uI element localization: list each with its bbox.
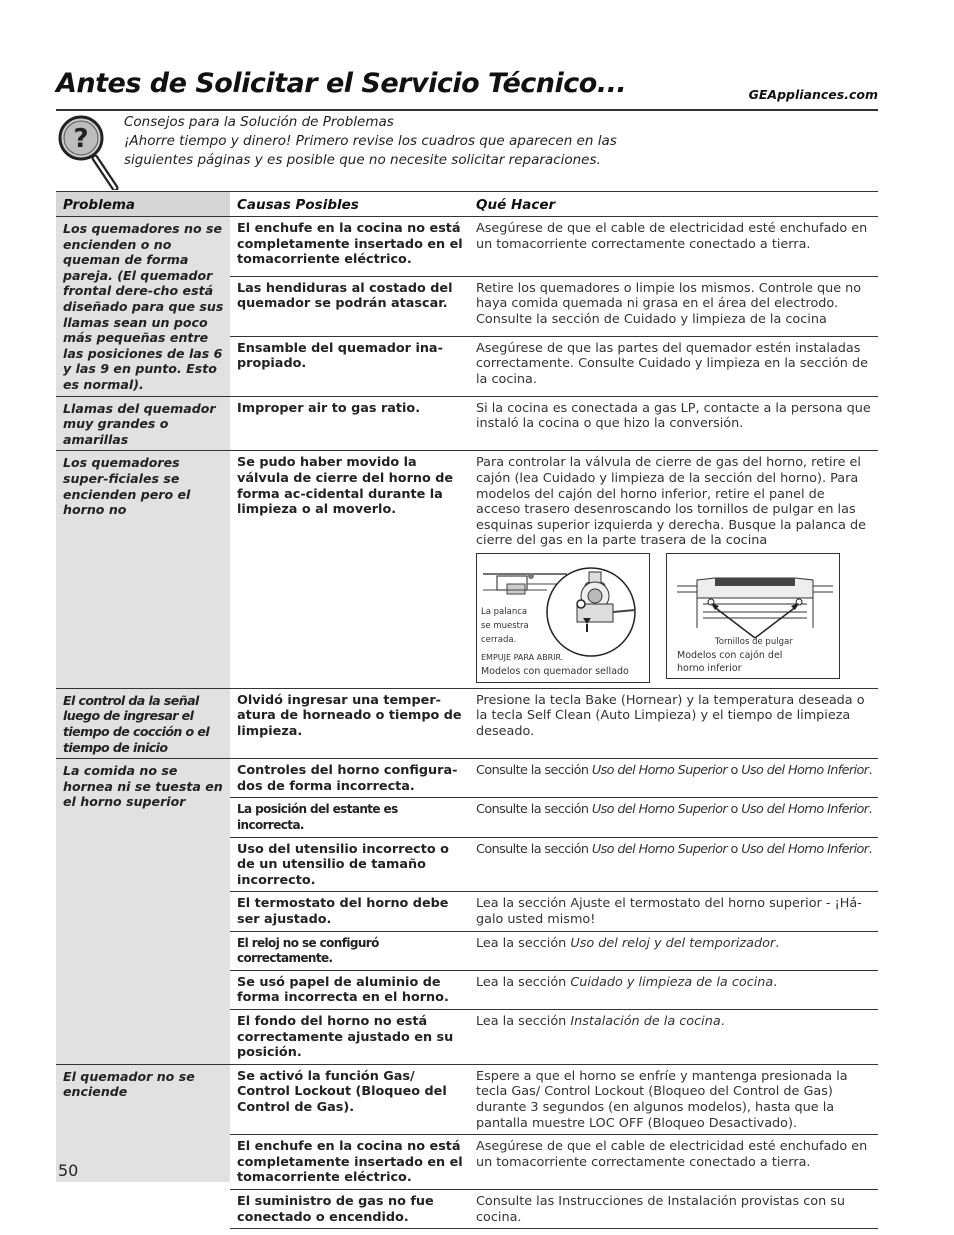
figure-label: se muestra bbox=[481, 620, 529, 631]
intro-heading: Consejos para la Solución de Problemas bbox=[124, 114, 394, 130]
figure-label: EMPUJE PARA ABRIR. bbox=[481, 652, 564, 662]
cause-cell: Uso del utensilio incorrecto o de un utensilio de tamaño incorrecto. bbox=[230, 837, 469, 892]
website-link[interactable]: GEAppliances.com bbox=[748, 87, 878, 102]
table-row bbox=[56, 451, 878, 689]
figure-label: Tornillos de pulgar bbox=[715, 636, 793, 647]
cause-cell: Improper air to gas ratio. bbox=[230, 396, 469, 451]
solution-cell: Consulte la sección Uso del Horno Superior o Uso del Horno Inferior. bbox=[469, 837, 878, 892]
problem-cell: El control da la señal luego de ingresar el tiempo de cocción o el tiempo de inicio bbox=[56, 688, 230, 758]
solution-cell: Consulte la sección Uso del Horno Superior o Uso del Horno Inferior. bbox=[469, 798, 878, 837]
header-causes: Causas Posibles bbox=[230, 192, 469, 217]
solution-cell: Lea la sección Ajuste el termostato del horno superior - ¡Há-galo usted mismo! bbox=[469, 892, 878, 931]
figure-caption: Modelos con cajón del bbox=[677, 649, 783, 661]
solution-cell: Retire los quemadores o limpie los mismos. Controle que no haya comida quemada ni grasa en el área del electrodo. Consulte la sección de Cuidado y limpieza de la cocina bbox=[469, 276, 878, 336]
page-title: Antes de Solicitar el Servicio Técnico... bbox=[56, 68, 627, 99]
cause-cell: El fondo del horno no está correctamente ajustado en su posición. bbox=[230, 1009, 469, 1064]
intro-line: siguientes páginas y es posible que no necesite solicitar reparaciones. bbox=[124, 152, 601, 168]
figure-caption: horno inferior bbox=[677, 662, 742, 674]
figure-label: cerrada. bbox=[481, 634, 517, 645]
figure-caption: Modelos con quemador sellado bbox=[481, 665, 629, 677]
intro-text bbox=[124, 113, 644, 170]
solution-text: Para controlar la válvula de cierre de gas del horno, retire el cajón (lea Cuidado y limpieza de la sección del horno). Para modelos del cajón del horno inferior, retire el panel de acceso trasero desenroscando los tornillos de pulgar en las esquinas superior izquierda y derecha. Busque la palanca de cierre del gas en la parte trasera de la cocina bbox=[476, 455, 866, 549]
cause-cell: El suministro de gas no fue conectado o encendido. bbox=[230, 1189, 469, 1228]
cause-cell: Controles del horno configura-dos de forma incorrecta. bbox=[230, 759, 469, 798]
cause-cell: El enchufe en la cocina no está completamente insertado en el tomacorriente eléctrico. bbox=[230, 217, 469, 277]
table-row bbox=[56, 759, 878, 798]
cause-cell: Las hendiduras al costado del quemador se podrán atascar. bbox=[230, 276, 469, 336]
cause-cell: Olvidó ingresar una temper-atura de horneado o tiempo de limpieza. bbox=[230, 688, 469, 758]
header-problem: Problema bbox=[56, 192, 230, 217]
problem-cell: El quemador no se enciende bbox=[63, 1068, 195, 1100]
problem-cell: La comida no se hornea ni se tuesta en el horno superior bbox=[56, 759, 230, 1065]
table-row bbox=[56, 217, 878, 277]
cause-cell: Ensamble del quemador ina-propiado. bbox=[230, 336, 469, 396]
cause-cell: Se usó papel de aluminio de forma incorrecta en el horno. bbox=[230, 970, 469, 1009]
drawer-access-panel-figure bbox=[666, 553, 840, 679]
troubleshooting-table bbox=[56, 191, 878, 1229]
solution-cell: Lea la sección Uso del reloj y del temporizador. bbox=[469, 931, 878, 970]
figure-label: La palanca bbox=[481, 606, 528, 617]
solution-cell: Lea la sección Instalación de la cocina. bbox=[469, 1009, 878, 1064]
svg-text:?: ? bbox=[73, 124, 89, 154]
solution-cell: Asegúrese de que las partes del quemador estén instaladas correctamente. Consulte Cuidado y limpieza en la sección de la cocina. bbox=[469, 336, 878, 396]
table-header-row bbox=[56, 192, 878, 217]
problem-cell: Los quemadores super-ficiales se encienden pero el horno no bbox=[56, 451, 230, 689]
table-row bbox=[56, 1064, 878, 1134]
title-divider bbox=[56, 109, 878, 111]
solution-cell bbox=[469, 451, 878, 689]
question-magnifier-icon bbox=[57, 114, 119, 190]
solution-cell: Asegúrese de que el cable de electricidad esté enchufado en un tomacorriente correctamente conectado a tierra. bbox=[469, 217, 878, 277]
cause-cell: La posición del estante es incorrecta. bbox=[230, 798, 469, 837]
solution-cell: Presione la tecla Bake (Hornear) y la temperatura deseada o la tecla Self Clean (Auto Limpieza) y el tiempo de limpieza deseado. bbox=[469, 688, 878, 758]
page-number: 50 bbox=[58, 1161, 79, 1180]
cause-cell: Se activó la función Gas/ Control Lockout (Bloqueo del Control de Gas). bbox=[230, 1064, 469, 1134]
solution-cell: Consulte las Instrucciones de Instalación provistas con su cocina. bbox=[469, 1189, 878, 1228]
cause-cell: El enchufe en la cocina no está completamente insertado en el tomacorriente eléctrico. bbox=[230, 1135, 469, 1190]
solution-cell: Si la cocina es conectada a gas LP, contacte a la persona que instaló la cocina o que hizo la conversión. bbox=[469, 396, 878, 451]
cause-cell: El reloj no se configuró correctamente. bbox=[230, 931, 469, 970]
solution-cell: Lea la sección Cuidado y limpieza de la cocina. bbox=[469, 970, 878, 1009]
header-what-to-do: Qué Hacer bbox=[469, 192, 878, 217]
solution-cell: Consulte la sección Uso del Horno Superior o Uso del Horno Inferior. bbox=[469, 759, 878, 798]
solution-cell: Espere a que el horno se enfríe y mantenga presionada la tecla Gas/ Control Lockout (Bloqueo del Control de Gas) durante 3 segundos (en algunos modelos), hasta que la pantalla muestre LOC OFF (Bloqueo Desactivado). bbox=[469, 1064, 878, 1134]
intro-line: ¡Ahorre tiempo y dinero! Primero revise los cuadros que aparecen en las bbox=[124, 133, 617, 149]
solution-cell: Asegúrese de que el cable de electricidad esté enchufado en un tomacorriente correctamente conectado a tierra. bbox=[469, 1135, 878, 1190]
problem-cell: Llamas del quemador muy grandes o amarillas bbox=[56, 396, 230, 451]
cause-cell: El termostato del horno debe ser ajustado. bbox=[230, 892, 469, 931]
table-row bbox=[56, 688, 878, 758]
gas-shutoff-valve-figure bbox=[476, 553, 650, 683]
figures bbox=[476, 553, 872, 683]
cause-cell: Se pudo haber movido la válvula de cierre del horno de forma ac-cidental durante la limpieza o al moverlo. bbox=[230, 451, 469, 689]
table-row bbox=[56, 396, 878, 451]
problem-cell: Los quemadores no se encienden o no queman de forma pareja. (El quemador frontal dere-cho está diseñado para que sus llamas sean un poco más pequeñas entre las posiciones de las 6 y las 9 en punto. Esto es normal). bbox=[56, 217, 230, 397]
